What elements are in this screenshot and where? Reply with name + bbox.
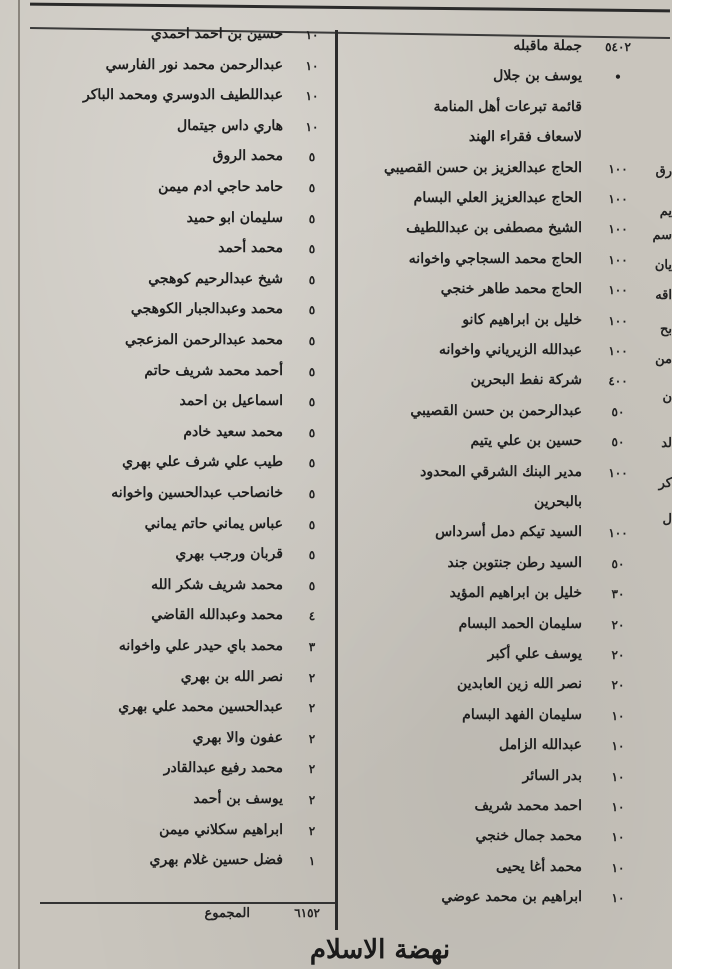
donation-amount: ١٠ [611,860,625,875]
donor-row [20,393,335,417]
donation-amount: ٥ [308,181,316,195]
total-row [40,906,330,928]
donor-name: الحاج عبدالعزيز بن حسن القصيبي [383,159,582,176]
donation-amount: ٥٠ [611,556,625,571]
top-rule [30,3,670,13]
donor-row [20,607,335,631]
donor-name: عباس يماني حاتم يماني [144,515,283,532]
donor-name: خليل بن ابراهيم كانو [462,311,582,328]
donor-name: محمد وعبدالله القاضي [151,607,283,624]
donor-name: محمد أغا يحيى [495,858,582,875]
donor-name: الحاج عبدالعزيز العلي البسام [413,190,582,206]
total-value: ٦١٥٢ [294,906,320,920]
donation-amount: ٥ [308,303,316,318]
donor-name: محمد عبدالرحمن المزعجي [125,332,283,348]
donor-row [20,485,335,509]
donor-name: ابراهيم سكلاني ميمن [159,821,283,838]
donor-row [20,454,335,478]
donor-name: شركة نفط البحرين [470,372,582,389]
donor-name: محمد سعيد خادم [183,423,283,440]
donor-name: الحاج محمد السجاجي واخوانه [408,250,582,267]
donor-row [20,240,335,264]
donation-amount: ٥٠ [611,435,625,450]
donation-amount: ١٠٠ [608,222,628,237]
donor-row [20,179,335,203]
donation-amount: ٢ [308,731,316,746]
donor-name: سليمان الفهد البسام [462,706,582,723]
donation-amount: ١٠٠ [608,252,628,267]
donation-amount: ٥ [308,364,316,379]
donation-amount: ٥ [308,425,316,440]
donor-name: السيد رطن جنتوبن جند [447,554,582,571]
donor-row [20,852,335,876]
donor-row [20,271,335,295]
donation-amount: ١٠ [611,769,625,784]
donor-row [20,332,335,356]
donor-name: لاسعاف فقراء الهند [468,129,582,146]
donor-row [20,424,335,448]
donor-name: عبدالحسين محمد علي بهري [118,699,283,716]
donation-amount: ٥٤٠٢ [605,40,631,54]
donor-name: محمد أحمد [218,240,283,257]
donor-name: السيد تيكم دمل أسرداس [435,524,582,541]
donation-amount: ١٠٠ [608,313,628,328]
edge-fragment: كر [658,476,672,491]
edge-fragment: ن [662,390,672,405]
donation-amount: ١٠٠ [608,192,628,206]
donation-amount: ٢٠ [611,617,625,632]
donation-amount: ٤ [308,609,316,624]
donation-amount: ٢٠ [611,648,625,662]
donor-name: يوسف بن أحمد [193,791,283,807]
edge-fragment: بح [659,322,672,337]
donor-name: الحاج محمد طاهر خنجي [440,281,582,298]
donation-amount: ١٠ [305,28,319,42]
donation-amount: ٢ [308,793,316,807]
edge-fragment: ل [662,512,672,527]
donor-row [20,669,335,693]
donor-row [20,26,335,50]
donation-amount: ١٠ [611,830,625,845]
donor-name: نصر الله زين العابدين [457,676,582,693]
donation-amount: ٥ [308,517,316,532]
donation-amount: ٤٠٠ [608,374,628,389]
donor-row [20,791,335,815]
donation-amount: ٢ [308,762,316,777]
donation-amount: • [614,70,622,85]
donor-row [20,638,335,662]
donor-row [20,760,335,784]
donor-name: بدر السائر [522,767,582,784]
donor-row [20,699,335,723]
donor-row [20,363,335,387]
donor-row [20,730,335,754]
donor-name: جملة ماقبله [513,38,582,54]
donor-row [20,118,335,142]
edge-fragment: اقه [655,288,672,303]
donor-name: سليمان ابو حميد [186,209,283,226]
donation-amount: ١٠ [611,891,625,906]
donor-row [20,822,335,846]
donor-name: يوسف علي أكبر [487,646,582,662]
donor-name: حسين بن علي يتيم [470,433,582,450]
donor-name: احمد محمد شريف [474,798,582,814]
donor-name: خانصاحب عبدالحسين واخوانه [111,485,283,501]
donation-amount: ٥ [308,456,316,471]
donation-amount: ٥ [308,242,316,257]
donor-name: حامد حاجي ادم ميمن [158,179,283,195]
donor-row [20,301,335,325]
donation-amount: ٥ [308,211,316,226]
donation-amount: ١٠ [611,800,625,814]
donation-amount: ١٠٠ [608,283,628,298]
donor-name: عبدالله الزيرياني واخوانه [438,342,582,358]
donor-name: بالبحرين [534,494,582,510]
edge-fragment: سم [652,228,672,243]
bottom-heading: نهضة الاسلام [309,935,451,965]
donation-amount: ١٠ [611,708,625,723]
donation-amount: ١ [308,854,316,869]
edge-fragment: من [655,352,672,367]
donor-name: مدير البنك الشرقي المحدود [420,463,582,480]
donor-name: شيخ عبدالرحيم كوهجي [148,270,283,287]
donation-amount: ٥ [308,487,316,501]
donation-amount: ٥ [308,548,316,563]
donor-name: خليل بن ابراهيم المؤيد [449,585,582,602]
donor-name: يوسف بن جلال [493,68,582,85]
donor-name: الشيخ مصطفى بن عبداللطيف [406,220,582,237]
donor-name: محمد وعبدالجبار الكوهجي [130,301,283,318]
donor-name: نصر الله بن بهري [180,668,283,685]
donor-name: طيب علي شرف علي بهري [122,454,283,471]
donation-amount: ٣٠ [611,587,625,602]
donor-name: عبدالله الزامل [499,737,582,754]
donation-amount: ١٠ [305,119,319,134]
edge-fragment: يان [654,258,672,273]
donation-amount: ٢٠ [611,678,625,693]
edge-fragment: يم [659,204,672,219]
donation-amount: ٥ [308,578,316,593]
donor-name: هاري داس جيتمال [177,117,283,134]
donor-name: اسماعيل بن احمد [179,393,283,410]
donation-amount: ٥ [308,395,316,410]
donor-name: عبداللطيف الدوسري ومحمد الباكر [83,87,283,104]
donor-name: ابراهيم بن محمد عوضي [441,889,582,906]
donation-amount: ٢ [308,670,316,685]
donor-name: عبدالرحمن بن حسن القصيبي [410,402,582,419]
donation-amount: ٥ [308,150,316,165]
donor-name: محمد جمال خنجي [475,828,582,845]
donation-amount: ١٠ [305,89,319,104]
donor-row [20,87,335,111]
donation-amount: ١٠٠ [608,344,628,358]
donation-amount: ٢ [308,701,316,716]
donor-name: فضل حسين غلام بهري [149,852,283,869]
donor-name: أحمد محمد شريف حاتم [144,362,283,379]
donation-amount: ٥ [308,334,316,348]
donor-row [20,546,335,570]
donor-name: سليمان الحمد البسام [458,615,582,632]
donor-name: عبدالرحمن محمد نور الفارسي [105,56,283,73]
donation-amount: ٥٠ [611,404,625,419]
donor-row [20,210,335,234]
donor-row [20,516,335,540]
donor-row [20,577,335,601]
donor-row [20,57,335,81]
donation-amount: ١٠٠ [608,465,628,480]
edge-fragment: لد [661,436,672,451]
donor-name: عفون والا بهري [192,729,283,746]
donor-name: محمد باي حيدر علي واخوانه [118,638,283,654]
donation-amount: ١٠ [611,739,625,754]
donor-name: محمد شريف شكر الله [151,576,283,593]
donor-name: قربان ورجب بهري [175,546,283,563]
donor-name: محمد رفيع عبدالقادر [163,760,283,777]
donor-name: محمد الروق [212,148,283,165]
donation-amount: ٥ [308,272,316,287]
donation-amount: ٢ [308,823,316,838]
total-rule [40,902,335,904]
donation-amount: ١٠ [305,58,319,73]
donation-amount: ٣ [308,640,316,654]
edge-fragment: رق [655,164,672,179]
donation-amount: ١٠٠ [608,526,628,541]
donor-name: حسين بن احمد احمدي [150,26,283,42]
blank-margin [672,0,726,969]
donor-name: قائمة تبرعات أهل المنامة [433,98,582,115]
donation-amount: ١٠٠ [608,161,628,176]
total-label: المجموع [204,906,250,921]
donor-row [20,148,335,172]
